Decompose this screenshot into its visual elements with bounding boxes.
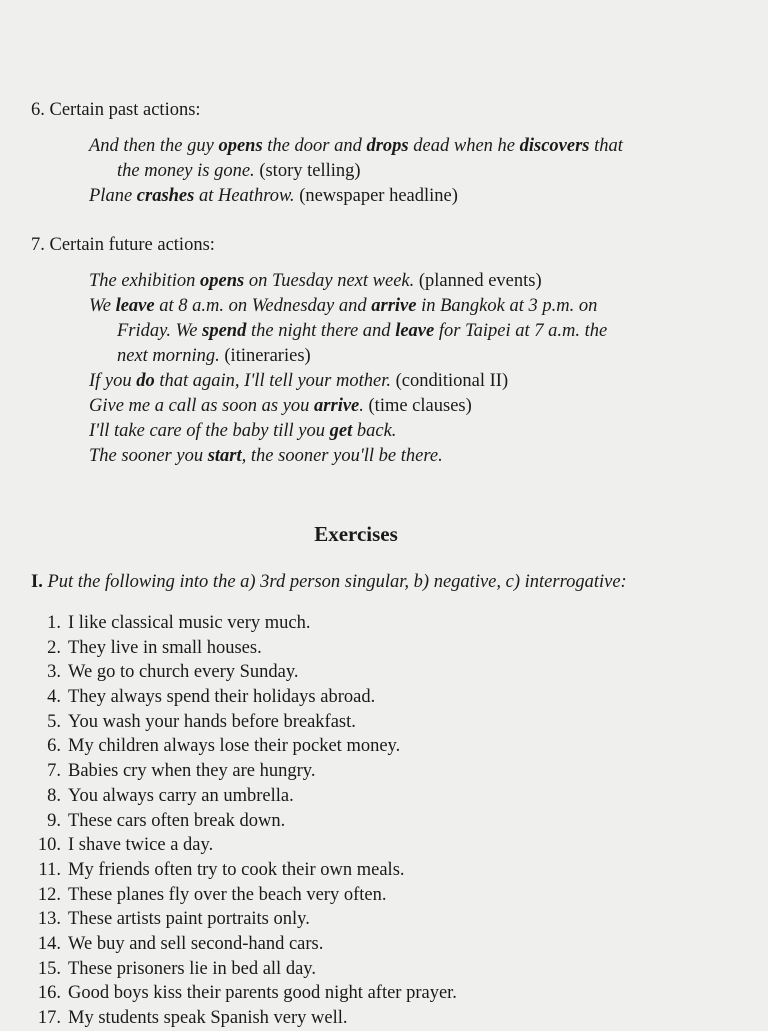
instruction-label: I.	[31, 572, 43, 592]
example-text: , the sooner you'll be there.	[241, 446, 443, 466]
example-line	[89, 269, 542, 294]
item-number: 11.	[38, 859, 61, 880]
bold-verb: arrive	[371, 296, 417, 316]
item-number: 16.	[37, 983, 61, 1004]
example-text: Give me a call as soon as you	[89, 396, 315, 416]
example-text: at 8 a.m. on Wednesday and	[154, 296, 372, 316]
example-line	[117, 344, 311, 369]
item-number: 5.	[47, 711, 61, 732]
example-text: in Bangkok at 3 p.m. on	[416, 296, 598, 316]
bold-verb: start	[207, 446, 242, 466]
item-text: They live in small houses.	[68, 637, 262, 658]
item-text: My students speak Spanish very well.	[68, 1008, 348, 1028]
bold-verb: opens	[218, 136, 263, 156]
item-text: We buy and sell second-hand cars.	[68, 933, 324, 954]
example-text: that again, I'll tell your mother.	[154, 371, 391, 391]
example-line	[117, 159, 361, 184]
section-7-heading: 7. Certain future actions:	[31, 235, 215, 255]
bold-verb: leave	[115, 296, 155, 316]
instruction-text: Put the following into the a) 3rd person singular, b) negative, c) interrogative:	[42, 572, 627, 592]
item-text: My children always lose their pocket money.	[68, 736, 401, 757]
item-text: These artists paint portraits only.	[68, 909, 310, 930]
example-text: back.	[352, 421, 397, 441]
item-number: 4.	[47, 687, 61, 708]
example-text: that	[589, 136, 623, 156]
bold-verb: discovers	[519, 136, 590, 156]
example-text: Friday. We	[117, 321, 203, 341]
example-text: at Heathrow.	[194, 186, 295, 206]
example-line	[89, 294, 597, 319]
item-text: I shave twice a day.	[68, 835, 214, 856]
usage-note: (time clauses)	[363, 396, 472, 416]
item-text: You wash your hands before breakfast.	[68, 711, 356, 732]
example-line	[117, 319, 607, 344]
item-text: Babies cry when they are hungry.	[68, 761, 316, 782]
usage-note: (planned events)	[414, 271, 542, 291]
bold-verb: drops	[366, 136, 409, 156]
example-text: dead when he	[408, 136, 520, 156]
item-text: You always carry an umbrella.	[68, 785, 294, 806]
example-line	[89, 369, 508, 394]
bold-verb: leave	[395, 321, 435, 341]
bold-verb: arrive	[314, 396, 360, 416]
exercises-title: Exercises	[314, 522, 398, 546]
example-text: And then the guy	[89, 136, 219, 156]
usage-note: (itineraries)	[219, 346, 311, 366]
item-number: 8.	[47, 785, 61, 806]
bold-verb: do	[136, 371, 155, 391]
example-text: the door and	[262, 136, 367, 156]
bold-verb: spend	[202, 321, 247, 341]
item-number: 10.	[37, 835, 61, 856]
usage-note: (newspaper headline)	[294, 186, 458, 206]
example-text: I'll take care of the baby till you	[89, 421, 330, 441]
item-text: These prisoners lie in bed all day.	[68, 958, 316, 979]
item-text: Good boys kiss their parents good night after prayer.	[68, 983, 457, 1004]
item-text: My friends often try to cook their own meals.	[68, 859, 405, 880]
example-text: for Taipei at 7 a.m. the	[434, 321, 608, 341]
example-line	[89, 184, 458, 209]
item-number: 3.	[47, 662, 61, 683]
item-text: These planes fly over the beach very often.	[68, 884, 387, 905]
example-text: the night there and	[246, 321, 396, 341]
bold-verb: opens	[199, 271, 245, 291]
usage-note: (story telling)	[254, 161, 361, 181]
section-6-heading: 6. Certain past actions:	[31, 100, 201, 120]
example-text: on Tuesday next week.	[244, 271, 415, 291]
example-line	[89, 134, 623, 159]
example-text: the money is gone.	[117, 161, 255, 181]
item-number: 6.	[47, 736, 61, 757]
item-text: We go to church every Sunday.	[68, 662, 299, 683]
example-text: Plane	[89, 186, 137, 206]
example-text: We	[89, 296, 116, 316]
item-number: 1.	[47, 613, 61, 633]
item-number: 14.	[37, 933, 61, 954]
example-text: The sooner you	[89, 446, 208, 466]
item-number: 15.	[37, 958, 61, 979]
example-line	[89, 419, 396, 444]
item-text: I like classical music very much.	[68, 613, 311, 633]
bold-verb: get	[329, 421, 353, 441]
exercise-instruction	[31, 570, 627, 595]
example-text: next morning.	[117, 346, 220, 366]
usage-note: (conditional II)	[390, 371, 509, 391]
item-number: 12.	[37, 884, 61, 905]
example-text: .	[359, 396, 364, 416]
example-line	[89, 444, 443, 469]
bold-verb: crashes	[136, 186, 195, 206]
item-number: 2.	[47, 637, 61, 658]
item-text: They always spend their holidays abroad.	[68, 687, 376, 708]
item-number: 17.	[37, 1008, 61, 1028]
example-text: The exhibition	[89, 271, 200, 291]
example-text: If you	[89, 371, 137, 391]
item-number: 9.	[47, 810, 61, 831]
example-line	[89, 394, 472, 419]
item-number: 7.	[47, 761, 61, 782]
item-number: 13.	[37, 909, 61, 930]
item-text: These cars often break down.	[68, 810, 286, 831]
